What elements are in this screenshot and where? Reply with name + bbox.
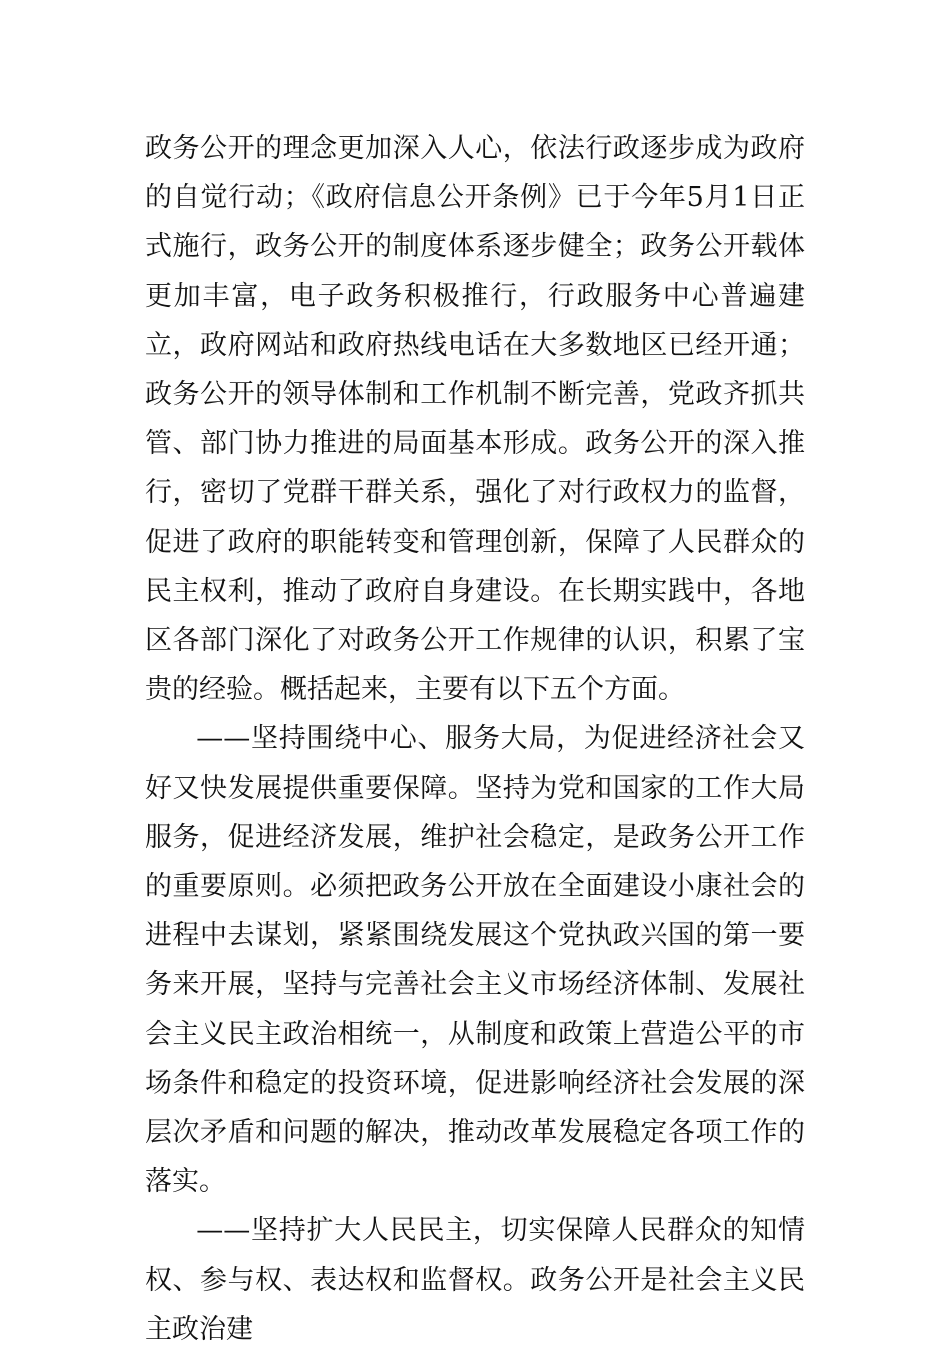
paragraph-people-democracy: ——坚持扩大人民民主，切实保障人民群众的知情权、参与权、表达权和监督权。政务公开是社会主义民主政治建 [145, 1215, 805, 1345]
paragraph-continuation: 政务公开的理念更加深入人心，依法行政逐步成为政府的自觉行动；《政府信息公开条例》已于今年5月1日正式施行，政务公开的制度体系逐步健全；政务公开载体更加丰富，电子政务积极推行，行政服务中心普遍建立，政府网站和政府热线电话在大多数地区已经开通；政务公开的领导体制和工作机制不断完善，党政齐抓共管、部门协力推进的局面基本形成。政务公开的深入推行，密切了党群干群关系，强化了对行政权力的监督，促进了政府的职能转变和管理创新，保障了人民群众的民主权利，推动了政府自身建设。在长期实践中，各地区各部门深化了对政务公开工作规律的认识，积累了宝贵的经验。概括起来，主要有以下五个方面。 [145, 133, 805, 706]
document-body [145, 124, 805, 1354]
paragraph-economic-development: ——坚持围绕中心、服务大局，为促进经济社会又好又快发展提供重要保障。坚持为党和国家的工作大局服务，促进经济发展，维护社会稳定，是政务公开工作的重要原则。必须把政务公开放在全面建设小康社会的进程中去谋划，紧紧围绕发展这个党执政兴国的第一要务来开展，坚持与完善社会主义市场经济体制、发展社会主义民主政治相统一，从制度和政策上营造公平的市场条件和稳定的投资环境，促进影响经济社会发展的深层次矛盾和问题的解决，推动改革发展稳定各项工作的落实。 [145, 723, 805, 1198]
